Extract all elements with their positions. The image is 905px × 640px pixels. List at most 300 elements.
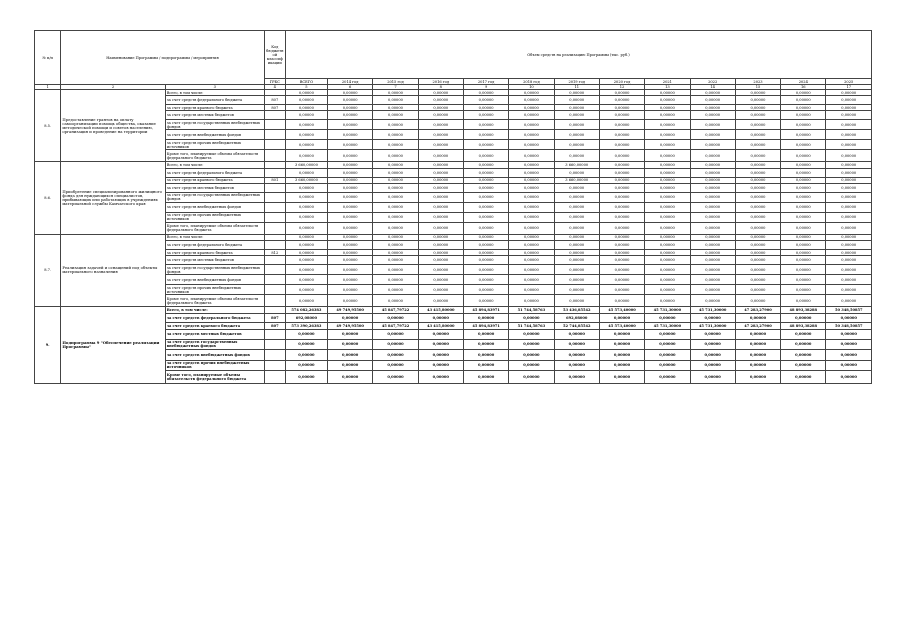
row-value: 0,00000: [826, 222, 872, 234]
header-col-number: 11: [554, 85, 599, 90]
row-value: 0,00000: [509, 183, 554, 192]
row-value: 45 847,79722: [373, 323, 418, 330]
row-value: 0,00000: [826, 120, 872, 130]
row-value: 0,00000: [645, 120, 690, 130]
row-value: 0,00000: [781, 183, 826, 192]
row-value: 0,00000: [418, 265, 463, 275]
row-value: 3 660,00000: [554, 162, 599, 168]
row-value: 0,00000: [463, 140, 508, 150]
row-grbs: [264, 183, 285, 192]
row-value: 0,00000: [463, 168, 508, 177]
row-value: 0,00000: [328, 96, 373, 105]
row-label: за счет средств прочих внебюджетных источников: [165, 212, 264, 222]
row-value: 0,00000: [826, 330, 872, 340]
row-value: 0,00000: [463, 150, 508, 162]
row-value: 0,00000: [328, 249, 373, 255]
row-value: 0,00000: [735, 222, 780, 234]
row-label: за счет средств государственных внебюджетных фондов: [165, 339, 264, 350]
header-col-number: 15: [735, 85, 780, 90]
row-value: 45 731,30000: [690, 307, 735, 314]
row-value: 0,00000: [418, 360, 463, 371]
row-value: 0,00000: [554, 371, 599, 384]
row-value: 0,00000: [735, 249, 780, 255]
row-grbs: [264, 360, 285, 371]
row-value: 0,00000: [418, 222, 463, 234]
row-grbs: [264, 111, 285, 120]
row-value: 0,00000: [826, 285, 872, 295]
row-value: 0,00000: [735, 256, 780, 265]
row-value: 0,00000: [463, 256, 508, 265]
row-value: 0,00000: [373, 330, 418, 340]
header-year: 2023: [735, 79, 780, 85]
row-value: 0,00000: [509, 111, 554, 120]
row-value: 51 744,58763: [509, 307, 554, 314]
row-value: 0,00000: [328, 222, 373, 234]
row-value: 0,00000: [285, 275, 327, 285]
row-value: 0,00000: [554, 285, 599, 295]
row-value: 0,00000: [645, 360, 690, 371]
row-label: Всего, в том числе:: [165, 162, 264, 168]
row-value: 0,00000: [690, 105, 735, 111]
row-value: 0,00000: [599, 212, 644, 222]
row-value: 0,00000: [599, 168, 644, 177]
row-grbs: [264, 295, 285, 307]
row-label: за счет средств краевого бюджета: [165, 323, 264, 330]
row-value: 0,00000: [826, 339, 872, 350]
row-value: 0,00000: [690, 202, 735, 212]
header-col-number: 12: [599, 85, 644, 90]
row-value: 0,00000: [599, 234, 644, 240]
row-value: 0,00000: [509, 313, 554, 323]
row-value: 0,00000: [826, 256, 872, 265]
row-value: 0,00000: [781, 249, 826, 255]
row-value: 0,00000: [690, 350, 735, 361]
row-value: 0,00000: [509, 240, 554, 249]
row-value: 0,00000: [373, 265, 418, 275]
row-value: 0,00000: [373, 130, 418, 140]
row-value: 0,00000: [285, 96, 327, 105]
row-value: 0,00000: [463, 192, 508, 202]
row-label: за счет средств государственных внебюджетных фондов: [165, 265, 264, 275]
row-value: 0,00000: [373, 192, 418, 202]
header-col-number: 5: [285, 85, 327, 90]
row-value: 0,00000: [373, 275, 418, 285]
row-value: 0,00000: [373, 313, 418, 323]
row-value: 0,00000: [826, 111, 872, 120]
row-value: 0,00000: [463, 111, 508, 120]
row-value: 0,00000: [463, 96, 508, 105]
row-grbs: [264, 265, 285, 275]
row-value: 0,00000: [285, 130, 327, 140]
row-value: 0,00000: [645, 222, 690, 234]
row-value: 47 283,27900: [735, 323, 780, 330]
row-value: 0,00000: [599, 183, 644, 192]
row-value: 0,00000: [781, 192, 826, 202]
row-value: 0,00000: [463, 360, 508, 371]
row-value: 0,00000: [781, 360, 826, 371]
row-value: 0,00000: [781, 313, 826, 323]
row-label: за счет средств местных бюджетов: [165, 330, 264, 340]
row-value: 47 283,27900: [735, 307, 780, 314]
row-value: 45 847,79722: [373, 307, 418, 314]
row-value: 0,00000: [645, 202, 690, 212]
row-value: 0,00000: [418, 285, 463, 295]
row-value: 0,00000: [328, 192, 373, 202]
row-value: 49 749,95500: [328, 323, 373, 330]
row-value: 0,00000: [599, 222, 644, 234]
row-value: 0,00000: [599, 140, 644, 150]
header-col-number: 7: [373, 85, 418, 90]
budget-table-sheet: [34, 30, 872, 384]
row-value: 0,00000: [735, 183, 780, 192]
row-value: 0,00000: [328, 150, 373, 162]
row-value: 0,00000: [328, 140, 373, 150]
header-col-number: 2: [61, 85, 165, 90]
header-year: 2022: [690, 79, 735, 85]
row-value: 0,00000: [463, 350, 508, 361]
row-value: 0,00000: [690, 234, 735, 240]
row-value: 0,00000: [418, 350, 463, 361]
row-value: 0,00000: [735, 162, 780, 168]
row-value: 0,00000: [826, 234, 872, 240]
row-value: 0,00000: [781, 212, 826, 222]
row-value: 0,00000: [418, 120, 463, 130]
row-value: 0,00000: [554, 183, 599, 192]
row-value: 0,00000: [509, 105, 554, 111]
row-value: 0,00000: [735, 140, 780, 150]
row-value: 0,00000: [599, 285, 644, 295]
row-value: 0,00000: [599, 265, 644, 275]
row-value: 0,00000: [463, 162, 508, 168]
row-value: 0,00000: [599, 202, 644, 212]
row-value: 0,00000: [463, 177, 508, 183]
row-value: 0,00000: [554, 330, 599, 340]
row-value: 0,00000: [328, 285, 373, 295]
row-label: за счет средств местных бюджетов: [165, 256, 264, 265]
row-value: 0,00000: [509, 350, 554, 361]
row-grbs: 807: [264, 323, 285, 330]
row-value: 0,00000: [690, 90, 735, 96]
row-value: 0,00000: [328, 256, 373, 265]
row-value: 0,00000: [285, 168, 327, 177]
row-value: 0,00000: [645, 162, 690, 168]
row-value: 0,00000: [735, 339, 780, 350]
row-value: 0,00000: [463, 130, 508, 140]
row-value: 52 744,85542: [554, 323, 599, 330]
row-value: 0,00000: [599, 120, 644, 130]
row-value: 0,00000: [463, 240, 508, 249]
row-value: 0,00000: [645, 350, 690, 361]
row-value: 0,00000: [285, 111, 327, 120]
row-value: 45 731,30000: [645, 307, 690, 314]
row-value: 0,00000: [373, 202, 418, 212]
row-value: 0,00000: [599, 339, 644, 350]
row-value: 0,00000: [781, 256, 826, 265]
row-value: 0,00000: [373, 295, 418, 307]
row-value: 0,00000: [285, 350, 327, 361]
row-value: 0,00000: [554, 120, 599, 130]
row-label: Всего, в том числе:: [165, 234, 264, 240]
row-value: 0,00000: [328, 162, 373, 168]
row-value: 0,00000: [826, 295, 872, 307]
row-value: 0,00000: [328, 234, 373, 240]
row-value: 0,00000: [418, 183, 463, 192]
row-value: 0,00000: [781, 150, 826, 162]
row-value: 0,00000: [463, 202, 508, 212]
row-value: 0,00000: [509, 330, 554, 340]
row-value: 0,00000: [373, 371, 418, 384]
row-value: 0,00000: [463, 285, 508, 295]
row-value: 0,00000: [735, 295, 780, 307]
row-label: Всего, в том числе:: [165, 307, 264, 314]
row-grbs: [264, 350, 285, 361]
row-value: 0,00000: [554, 265, 599, 275]
row-value: 0,00000: [735, 150, 780, 162]
row-value: 49 749,95500: [328, 307, 373, 314]
row-value: 0,00000: [328, 275, 373, 285]
row-value: 0,00000: [781, 202, 826, 212]
row-value: 0,00000: [373, 162, 418, 168]
row-grbs: [264, 307, 285, 314]
row-value: 0,00000: [509, 360, 554, 371]
row-value: 0,00000: [418, 105, 463, 111]
row-value: 0,00000: [690, 240, 735, 249]
row-value: 0,00000: [781, 350, 826, 361]
row-value: 0,00000: [781, 96, 826, 105]
row-label: за счет средств государственных внебюджетных фондов: [165, 120, 264, 130]
row-value: 0,00000: [328, 168, 373, 177]
row-value: 0,00000: [645, 371, 690, 384]
row-value: 0,00000: [826, 150, 872, 162]
row-label: за счет средств прочих внебюджетных источников: [165, 285, 264, 295]
row-value: 0,00000: [463, 295, 508, 307]
row-value: 0,00000: [285, 234, 327, 240]
row-value: 0,00000: [781, 330, 826, 340]
row-value: 0,00000: [735, 265, 780, 275]
row-value: 45 573,40000: [599, 323, 644, 330]
row-value: 0,00000: [645, 168, 690, 177]
row-value: 0,00000: [418, 240, 463, 249]
row-value: 0,00000: [328, 120, 373, 130]
row-value: 0,00000: [418, 295, 463, 307]
row-value: 0,00000: [735, 130, 780, 140]
row-value: 0,00000: [599, 275, 644, 285]
row-value: 45 731,30000: [645, 323, 690, 330]
header-year: 2017 год: [463, 79, 508, 85]
row-value: 0,00000: [826, 177, 872, 183]
row-label: за счет средств прочих внебюджетных источников: [165, 140, 264, 150]
row-value: 0,00000: [645, 212, 690, 222]
row-value: 0,00000: [599, 249, 644, 255]
row-value: 0,00000: [554, 168, 599, 177]
row-grbs: 801: [264, 177, 285, 183]
row-value: 0,00000: [285, 249, 327, 255]
header-col-number: 13: [645, 85, 690, 90]
row-value: 0,00000: [690, 183, 735, 192]
row-value: 0,00000: [418, 249, 463, 255]
row-value: 0,00000: [690, 295, 735, 307]
budget-table: [34, 30, 872, 384]
row-value: 0,00000: [373, 177, 418, 183]
row-value: 0,00000: [690, 162, 735, 168]
header-grbs: ГРБС: [264, 79, 285, 85]
row-value: 0,00000: [285, 285, 327, 295]
row-value: 0,00000: [826, 105, 872, 111]
row-value: 0,00000: [418, 256, 463, 265]
row-value: 3 660,00000: [554, 177, 599, 183]
row-value: 0,00000: [599, 105, 644, 111]
header-total: ВСЕГО: [285, 79, 327, 85]
header-year: 2024: [781, 79, 826, 85]
row-value: 0,00000: [328, 90, 373, 96]
row-label: за счет средств местных бюджетов: [165, 183, 264, 192]
row-value: 0,00000: [826, 249, 872, 255]
row-value: 0,00000: [328, 350, 373, 361]
row-value: 0,00000: [554, 212, 599, 222]
row-value: 0,00000: [781, 371, 826, 384]
row-value: 0,00000: [690, 330, 735, 340]
row-value: 0,00000: [599, 96, 644, 105]
row-value: 0,00000: [645, 234, 690, 240]
row-value: 0,00000: [781, 162, 826, 168]
row-label: за счет средств внебюджетных фондов: [165, 130, 264, 140]
row-value: 0,00000: [373, 168, 418, 177]
row-value: 0,00000: [781, 140, 826, 150]
row-value: 0,00000: [735, 212, 780, 222]
header-kbk: Код бюджетной классификации: [264, 31, 285, 79]
row-label: за счет средств внебюджетных фондов: [165, 202, 264, 212]
row-value: 0,00000: [599, 313, 644, 323]
row-label: за счет средств федерального бюджета: [165, 168, 264, 177]
header-col-number: 17: [826, 85, 872, 90]
row-value: 0,00000: [373, 339, 418, 350]
row-value: 0,00000: [554, 90, 599, 96]
row-grbs: 807: [264, 313, 285, 323]
header-year: 2020 год: [599, 79, 644, 85]
row-value: 0,00000: [645, 140, 690, 150]
header-col-number: 14: [690, 85, 735, 90]
row-value: 0,00000: [509, 150, 554, 162]
row-value: 0,00000: [599, 350, 644, 361]
row-value: 0,00000: [328, 295, 373, 307]
row-value: 0,00000: [735, 96, 780, 105]
row-value: 0,00000: [418, 162, 463, 168]
row-value: 0,00000: [826, 265, 872, 275]
row-value: 0,00000: [554, 150, 599, 162]
row-grbs: [264, 222, 285, 234]
row-value: 0,00000: [463, 212, 508, 222]
row-value: 0,00000: [599, 162, 644, 168]
row-value: 0,00000: [373, 240, 418, 249]
row-value: 0,00000: [645, 339, 690, 350]
row-value: 692,08000: [554, 313, 599, 323]
row-label: за счет средств федерального бюджета: [165, 240, 264, 249]
row-value: 0,00000: [285, 371, 327, 384]
row-value: 43 415,80000: [418, 323, 463, 330]
row-value: 0,00000: [554, 275, 599, 285]
row-value: 0,00000: [418, 150, 463, 162]
header-year: 2015 год: [373, 79, 418, 85]
row-value: 0,00000: [781, 130, 826, 140]
row-value: 0,00000: [554, 130, 599, 140]
row-value: 0,00000: [735, 168, 780, 177]
row-value: 48 893,38288: [781, 307, 826, 314]
row-value: 0,00000: [509, 222, 554, 234]
row-label: за счет средств краевого бюджета: [165, 105, 264, 111]
row-grbs: [264, 192, 285, 202]
row-value: 0,00000: [285, 105, 327, 111]
row-value: 0,00000: [418, 111, 463, 120]
row-value: 0,00000: [645, 105, 690, 111]
row-label: Кроме того, планируемые объемы обязательств федерального бюджета: [165, 295, 264, 307]
row-value: 0,00000: [645, 249, 690, 255]
row-value: 0,00000: [418, 275, 463, 285]
row-value: 0,00000: [645, 275, 690, 285]
row-value: 0,00000: [418, 177, 463, 183]
row-value: 0,00000: [826, 130, 872, 140]
row-grbs: 807: [264, 105, 285, 111]
row-value: 0,00000: [509, 202, 554, 212]
row-value: 0,00000: [690, 249, 735, 255]
row-value: 0,00000: [690, 360, 735, 371]
row-grbs: [264, 140, 285, 150]
row-label: за счет средств краевого бюджета: [165, 177, 264, 183]
header-col-number: 6: [328, 85, 373, 90]
row-value: 0,00000: [826, 96, 872, 105]
row-grbs: [264, 240, 285, 249]
row-grbs: [264, 285, 285, 295]
row-value: 0,00000: [735, 120, 780, 130]
row-value: 0,00000: [328, 183, 373, 192]
row-value: 0,00000: [690, 222, 735, 234]
row-value: 0,00000: [781, 90, 826, 96]
row-value: 0,00000: [599, 130, 644, 140]
row-value: 0,00000: [418, 371, 463, 384]
row-value: 573 390,26383: [285, 323, 327, 330]
row-value: 0,00000: [418, 192, 463, 202]
row-value: 0,00000: [735, 360, 780, 371]
row-value: 574 082,26383: [285, 307, 327, 314]
row-value: 0,00000: [690, 111, 735, 120]
row-value: 0,00000: [735, 105, 780, 111]
row-value: 51 744,58763: [509, 323, 554, 330]
row-grbs: [264, 275, 285, 285]
row-value: 45 894,83971: [463, 307, 508, 314]
header-col-number: 10: [509, 85, 554, 90]
row-label: Кроме того, планируемые объемы обязательств федерального бюджета: [165, 150, 264, 162]
row-value: 0,00000: [826, 212, 872, 222]
row-value: 0,00000: [418, 234, 463, 240]
row-value: 0,00000: [554, 339, 599, 350]
row-value: 0,00000: [599, 111, 644, 120]
row-value: 0,00000: [826, 371, 872, 384]
row-value: 0,00000: [509, 234, 554, 240]
row-value: 0,00000: [826, 192, 872, 202]
row-value: 0,00000: [826, 360, 872, 371]
row-value: 0,00000: [645, 177, 690, 183]
row-value: 53 436,85542: [554, 307, 599, 314]
header-col-number: 16: [781, 85, 826, 90]
row-label: Кроме того, планируемые объемы обязательств федерального бюджета: [165, 371, 264, 384]
row-value: 0,00000: [690, 96, 735, 105]
row-value: 0,00000: [645, 256, 690, 265]
row-value: 0,00000: [509, 212, 554, 222]
row-value: 0,00000: [418, 168, 463, 177]
row-value: 0,00000: [554, 360, 599, 371]
row-value: 0,00000: [285, 330, 327, 340]
row-value: 0,00000: [509, 140, 554, 150]
row-value: 45 731,30000: [690, 323, 735, 330]
